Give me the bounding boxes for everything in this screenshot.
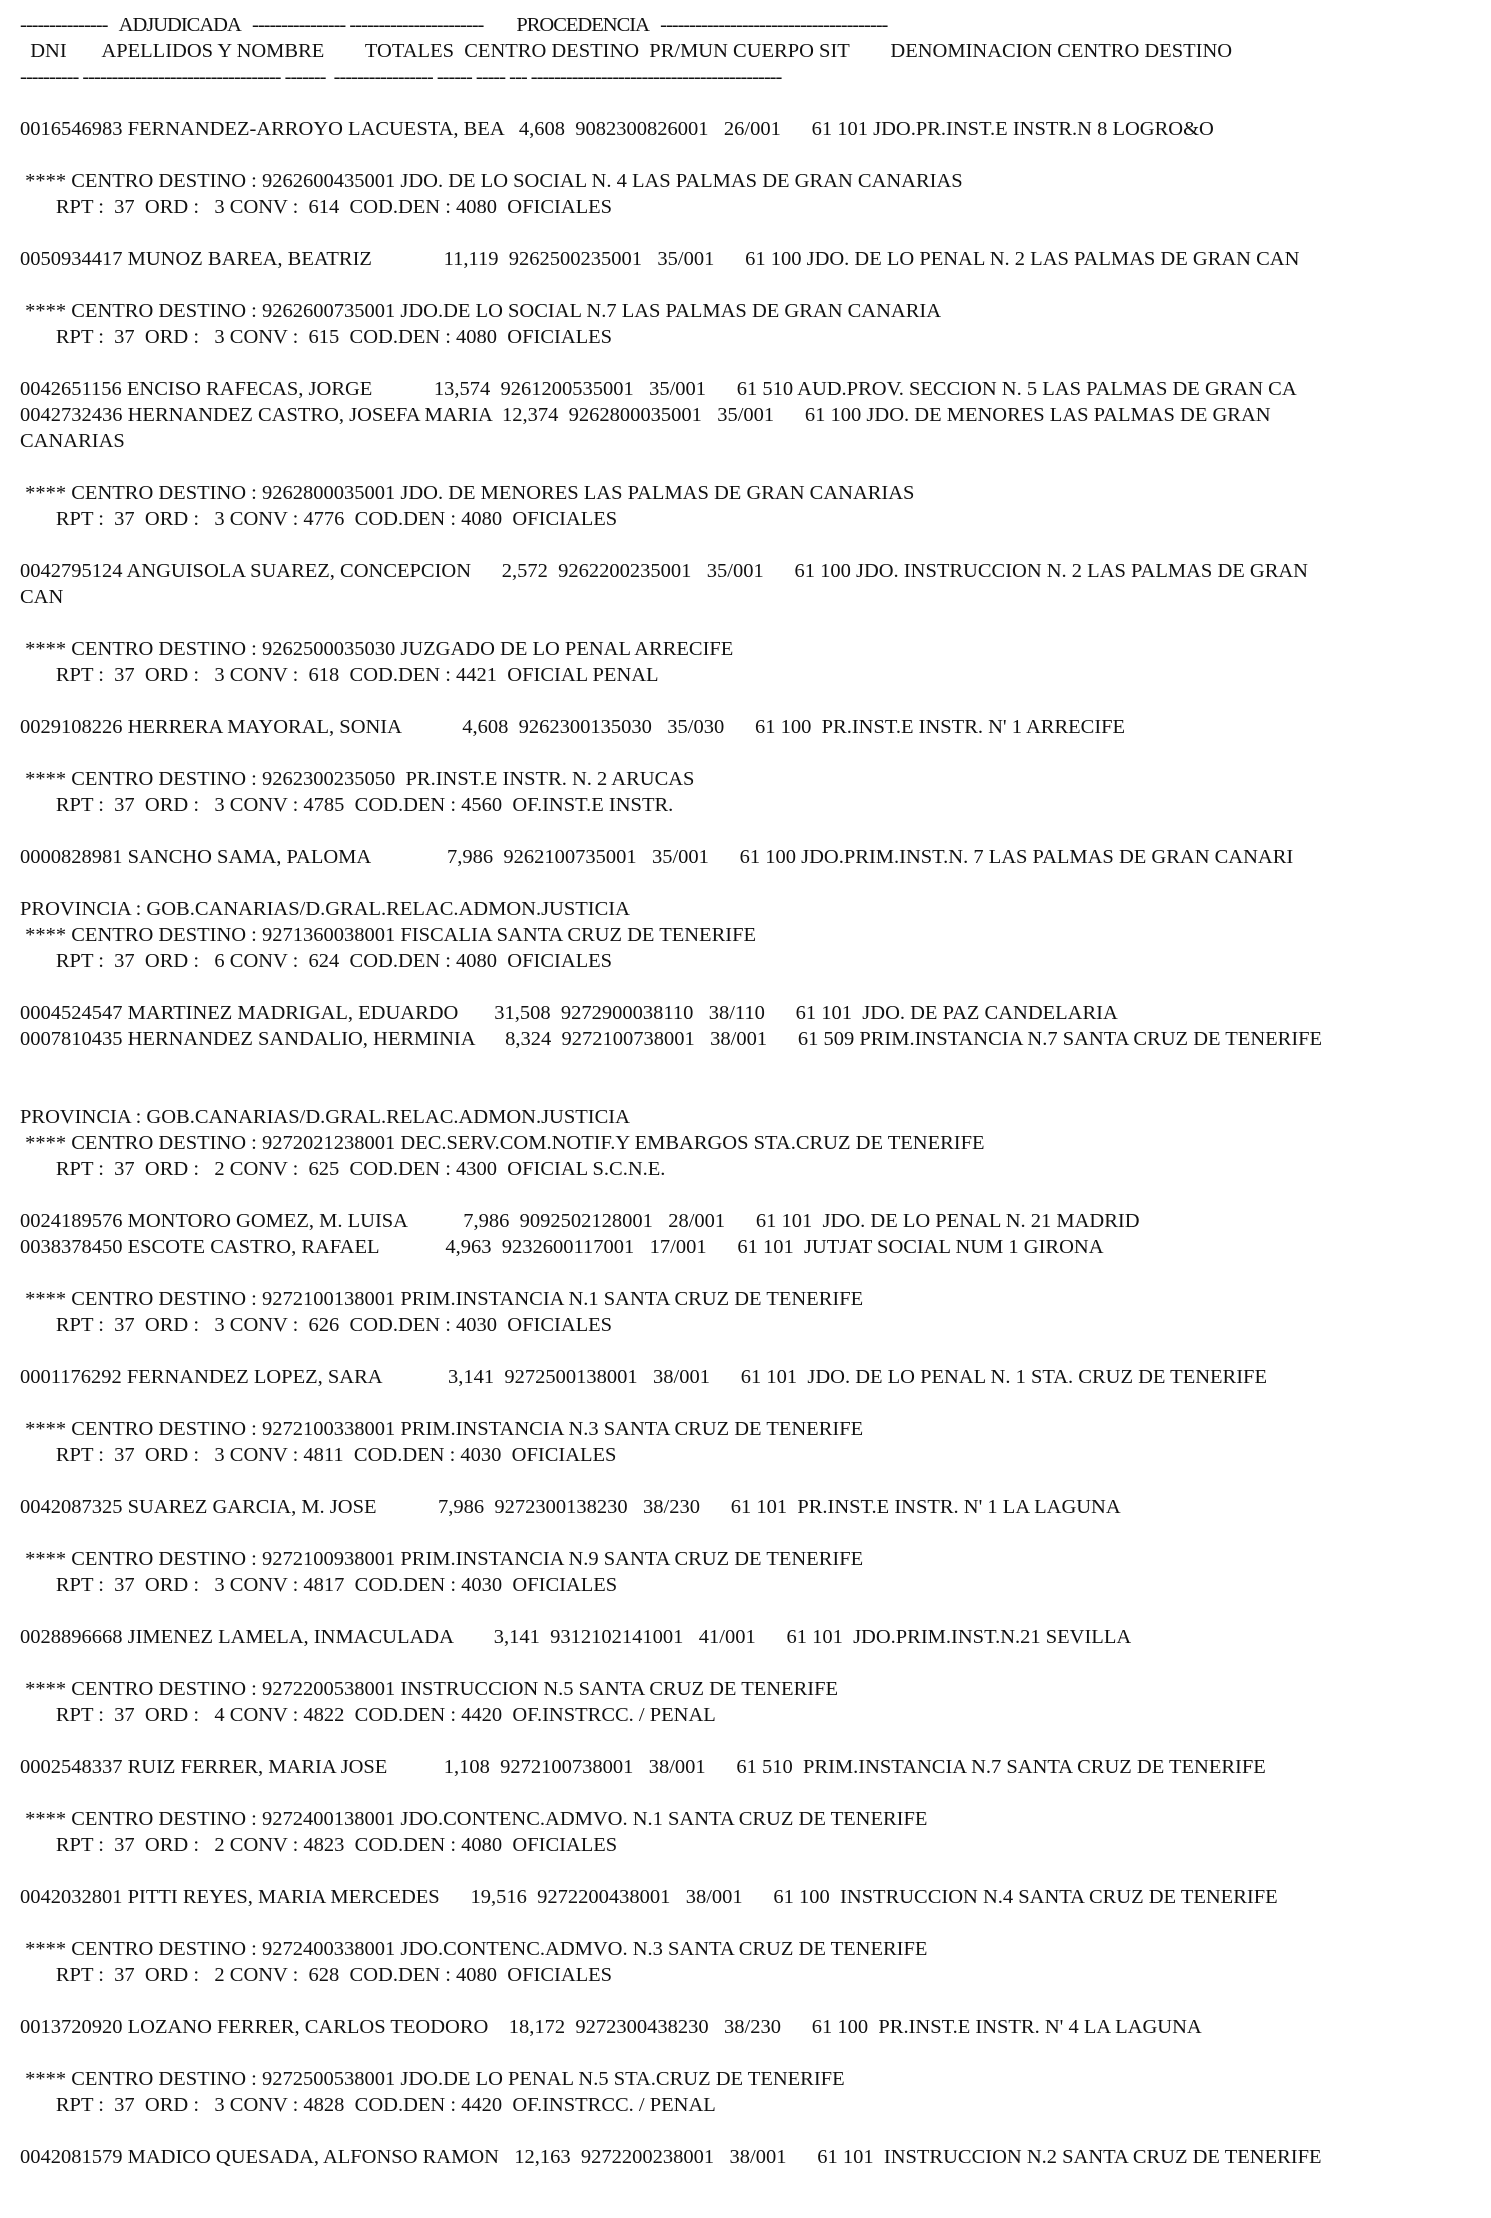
adjudicacion-row: 0050934417 MUNOZ BAREA, BEATRIZ 11,119 9262500235001 35/001 61 100 JDO. DE LO PENAL N. 2 LAS PALMAS DE GRAN CAN xyxy=(20,248,1300,270)
rpt-detail-line: RPT : 37 ORD : 3 CONV : 626 COD.DEN : 4030 OFICIALES xyxy=(20,1314,613,1336)
blank-line xyxy=(20,272,1480,298)
blank-line xyxy=(20,1182,1480,1208)
adjudicacion-row: 0013720920 LOZANO FERRER, CARLOS TEODORO 18,172 9272300438230 38/230 61 100 PR.INST.E INSTR. N' 4 LA LAGUNA xyxy=(20,2016,1202,2038)
adjudicacion-row: 0024189576 MONTORO GOMEZ, M. LUISA 7,986 9092502128001 28/001 61 101 JDO. DE LO PENAL N. 21 MADRID xyxy=(20,1210,1140,1232)
rpt-detail-line: RPT : 37 ORD : 3 CONV : 615 COD.DEN : 4080 OFICIALES xyxy=(20,326,613,348)
blank-line xyxy=(20,90,1480,116)
centro-destino-line: **** CENTRO DESTINO : 9272100138001 PRIM.INSTANCIA N.1 SANTA CRUZ DE TENERIFE xyxy=(20,1288,864,1310)
adjudicacion-row: 0038378450 ESCOTE CASTRO, RAFAEL 4,963 9232600117001 17/001 61 101 JUTJAT SOCIAL NUM 1 GIRONA xyxy=(20,1236,1104,1258)
centro-destino-line: **** CENTRO DESTINO : 9272400338001 JDO.CONTENC.ADMVO. N.3 SANTA CRUZ DE TENERIFE xyxy=(20,1938,928,1960)
record-list xyxy=(20,90,1480,2170)
blank-line xyxy=(20,1468,1480,1494)
blank-line xyxy=(20,1650,1480,1676)
rpt-detail-line: RPT : 37 ORD : 3 CONV : 4828 COD.DEN : 4420 OF.INSTRCC. / PENAL xyxy=(20,2094,716,2116)
adjudicacion-row: 0042732436 HERNANDEZ CASTRO, JOSEFA MARIA 12,374 9262800035001 35/001 61 100 JDO. DE MENORES LAS PALMAS DE GRAN xyxy=(20,404,1271,426)
adjudicacion-row: 0042081579 MADICO QUESADA, ALFONSO RAMON 12,163 9272200238001 38/001 61 101 INSTRUCCION N.2 SANTA CRUZ DE TENERIFE xyxy=(20,2146,1322,2168)
adjudicacion-row: 0042032801 PITTI REYES, MARIA MERCEDES 19,516 9272200438001 38/001 61 100 INSTRUCCION N.4 SANTA CRUZ DE TENERIFE xyxy=(20,1886,1278,1908)
adjudicacion-row: 0007810435 HERNANDEZ SANDALIO, HERMINIA 8,324 9272100738001 38/001 61 509 PRIM.INSTANCIA N.7 SANTA CRUZ DE TENERIFE xyxy=(20,1028,1323,1050)
rpt-detail-line: RPT : 37 ORD : 3 CONV : 4811 COD.DEN : 4030 OFICIALES xyxy=(20,1444,617,1466)
blank-line xyxy=(20,974,1480,1000)
centro-destino-line: **** CENTRO DESTINO : 9272400138001 JDO.CONTENC.ADMVO. N.1 SANTA CRUZ DE TENERIFE xyxy=(20,1808,928,1830)
rpt-detail-line: RPT : 37 ORD : 3 CONV : 618 COD.DEN : 4421 OFICIAL PENAL xyxy=(20,664,659,686)
rpt-detail-line: RPT : 37 ORD : 2 CONV : 625 COD.DEN : 4300 OFICIAL S.C.N.E. xyxy=(20,1158,666,1180)
provincia-line: PROVINCIA : GOB.CANARIAS/D.GRAL.RELAC.ADMON.JUSTICIA xyxy=(20,898,630,920)
blank-line xyxy=(20,1988,1480,2014)
blank-line xyxy=(20,1078,1480,1104)
blank-line xyxy=(20,688,1480,714)
adjudicacion-row: 0042795124 ANGUISOLA SUAREZ, CONCEPCION 2,572 9262200235001 35/001 61 100 JDO. INSTRUCCION N. 2 LAS PALMAS DE GRAN xyxy=(20,560,1308,582)
adjudicacion-row: 0029108226 HERRERA MAYORAL, SONIA 4,608 9262300135030 35/030 61 100 PR.INST.E INSTR. N' 1 ARRECIFE xyxy=(20,716,1126,738)
rpt-detail-line: RPT : 37 ORD : 2 CONV : 4823 COD.DEN : 4080 OFICIALES xyxy=(20,1834,618,1856)
blank-line xyxy=(20,610,1480,636)
blank-line xyxy=(20,1520,1480,1546)
adjudicacion-row: 0028896668 JIMENEZ LAMELA, INMACULADA 3,141 9312102141001 41/001 61 101 JDO.PRIM.INST.N.21 SEVILLA xyxy=(20,1626,1132,1648)
continuation-line: CAN xyxy=(20,586,64,608)
document-page xyxy=(20,12,1480,2170)
blank-line xyxy=(20,740,1480,766)
centro-destino-line: **** CENTRO DESTINO : 9272100338001 PRIM.INSTANCIA N.3 SANTA CRUZ DE TENERIFE xyxy=(20,1418,864,1440)
adjudicacion-row: 0000828981 SANCHO SAMA, PALOMA 7,986 9262100735001 35/001 61 100 JDO.PRIM.INST.N. 7 LAS PALMAS DE GRAN CANARI xyxy=(20,846,1294,868)
blank-line xyxy=(20,870,1480,896)
centro-destino-line: **** CENTRO DESTINO : 9262500035030 JUZGADO DE LO PENAL ARRECIFE xyxy=(20,638,734,660)
blank-line xyxy=(20,350,1480,376)
blank-line xyxy=(20,220,1480,246)
blank-line xyxy=(20,818,1480,844)
blank-line xyxy=(20,1780,1480,1806)
blank-line xyxy=(20,2040,1480,2066)
rpt-detail-line: RPT : 37 ORD : 6 CONV : 624 COD.DEN : 4080 OFICIALES xyxy=(20,950,613,972)
centro-destino-line: **** CENTRO DESTINO : 9262300235050 PR.INST.E INSTR. N. 2 ARUCAS xyxy=(20,768,695,790)
blank-line xyxy=(20,142,1480,168)
centro-destino-line: **** CENTRO DESTINO : 9272100938001 PRIM.INSTANCIA N.9 SANTA CRUZ DE TENERIFE xyxy=(20,1548,864,1570)
adjudicacion-row: 0042087325 SUAREZ GARCIA, M. JOSE 7,986 9272300138230 38/230 61 101 PR.INST.E INSTR. N' 1 LA LAGUNA xyxy=(20,1496,1121,1518)
centro-destino-line: **** CENTRO DESTINO : 9272500538001 JDO.DE LO PENAL N.5 STA.CRUZ DE TENERIFE xyxy=(20,2068,845,2090)
adjudicacion-row: 0001176292 FERNANDEZ LOPEZ, SARA 3,141 9272500138001 38/001 61 101 JDO. DE LO PENAL N. 1 STA. CRUZ DE TENERIFE xyxy=(20,1366,1267,1388)
blank-line xyxy=(20,1260,1480,1286)
centro-destino-line: **** CENTRO DESTINO : 9262600435001 JDO. DE LO SOCIAL N. 4 LAS PALMAS DE GRAN CANARIAS xyxy=(20,170,963,192)
centro-destino-line: **** CENTRO DESTINO : 9272021238001 DEC.SERV.COM.NOTIF.Y EMBARGOS STA.CRUZ DE TENERIFE xyxy=(20,1132,985,1154)
rpt-detail-line: RPT : 37 ORD : 2 CONV : 628 COD.DEN : 4080 OFICIALES xyxy=(20,1964,613,1986)
blank-line xyxy=(20,1728,1480,1754)
adjudicacion-row: 0016546983 FERNANDEZ-ARROYO LACUESTA, BEA 4,608 9082300826001 26/001 61 101 JDO.PR.INST.E INSTR.N 8 LOGRO&O xyxy=(20,118,1214,140)
header-separator: ---------- ---------------------------------- ------- ----------------- ------ ----- --- ------------------------------------------- xyxy=(20,66,782,88)
blank-line xyxy=(20,2118,1480,2144)
rpt-detail-line: RPT : 37 ORD : 3 CONV : 4785 COD.DEN : 4560 OF.INST.E INSTR. xyxy=(20,794,674,816)
rpt-detail-line: RPT : 37 ORD : 4 CONV : 4822 COD.DEN : 4420 OF.INSTRCC. / PENAL xyxy=(20,1704,716,1726)
rpt-detail-line: RPT : 37 ORD : 3 CONV : 4817 COD.DEN : 4030 OFICIALES xyxy=(20,1574,618,1596)
centro-destino-line: **** CENTRO DESTINO : 9271360038001 FISCALIA SANTA CRUZ DE TENERIFE xyxy=(20,924,756,946)
blank-line xyxy=(20,454,1480,480)
adjudicacion-row: 0004524547 MARTINEZ MADRIGAL, EDUARDO 31,508 9272900038110 38/110 61 101 JDO. DE PAZ CANDELARIA xyxy=(20,1002,1118,1024)
blank-line xyxy=(20,1858,1480,1884)
centro-destino-line: **** CENTRO DESTINO : 9262800035001 JDO. DE MENORES LAS PALMAS DE GRAN CANARIAS xyxy=(20,482,915,504)
blank-line xyxy=(20,532,1480,558)
blank-line xyxy=(20,1052,1480,1078)
blank-line xyxy=(20,1598,1480,1624)
blank-line xyxy=(20,1910,1480,1936)
rpt-detail-line: RPT : 37 ORD : 3 CONV : 4776 COD.DEN : 4080 OFICIALES xyxy=(20,508,618,530)
rpt-detail-line: RPT : 37 ORD : 3 CONV : 614 COD.DEN : 4080 OFICIALES xyxy=(20,196,613,218)
provincia-line: PROVINCIA : GOB.CANARIAS/D.GRAL.RELAC.ADMON.JUSTICIA xyxy=(20,1106,630,1128)
centro-destino-line: **** CENTRO DESTINO : 9272200538001 INSTRUCCION N.5 SANTA CRUZ DE TENERIFE xyxy=(20,1678,838,1700)
adjudicacion-row: 0002548337 RUIZ FERRER, MARIA JOSE 1,108 9272100738001 38/001 61 510 PRIM.INSTANCIA N.7 SANTA CRUZ DE TENERIFE xyxy=(20,1756,1266,1778)
column-headers: DNI APELLIDOS Y NOMBRE TOTALES CENTRO DESTINO PR/MUN CUERPO SIT DENOMINACION CENTRO DESTINO xyxy=(20,40,1233,62)
adjudicacion-row: 0042651156 ENCISO RAFECAS, JORGE 13,574 9261200535001 35/001 61 510 AUD.PROV. SECCION N. 5 LAS PALMAS DE GRAN CA xyxy=(20,378,1297,400)
header-dash-line: --------------- ADJUDICADA ---------------- ----------------------- PROCEDENCIA --------------------------------------- xyxy=(20,14,888,36)
centro-destino-line: **** CENTRO DESTINO : 9262600735001 JDO.DE LO SOCIAL N.7 LAS PALMAS DE GRAN CANARIA xyxy=(20,300,942,322)
blank-line xyxy=(20,1390,1480,1416)
continuation-line: CANARIAS xyxy=(20,430,125,452)
blank-line xyxy=(20,1338,1480,1364)
